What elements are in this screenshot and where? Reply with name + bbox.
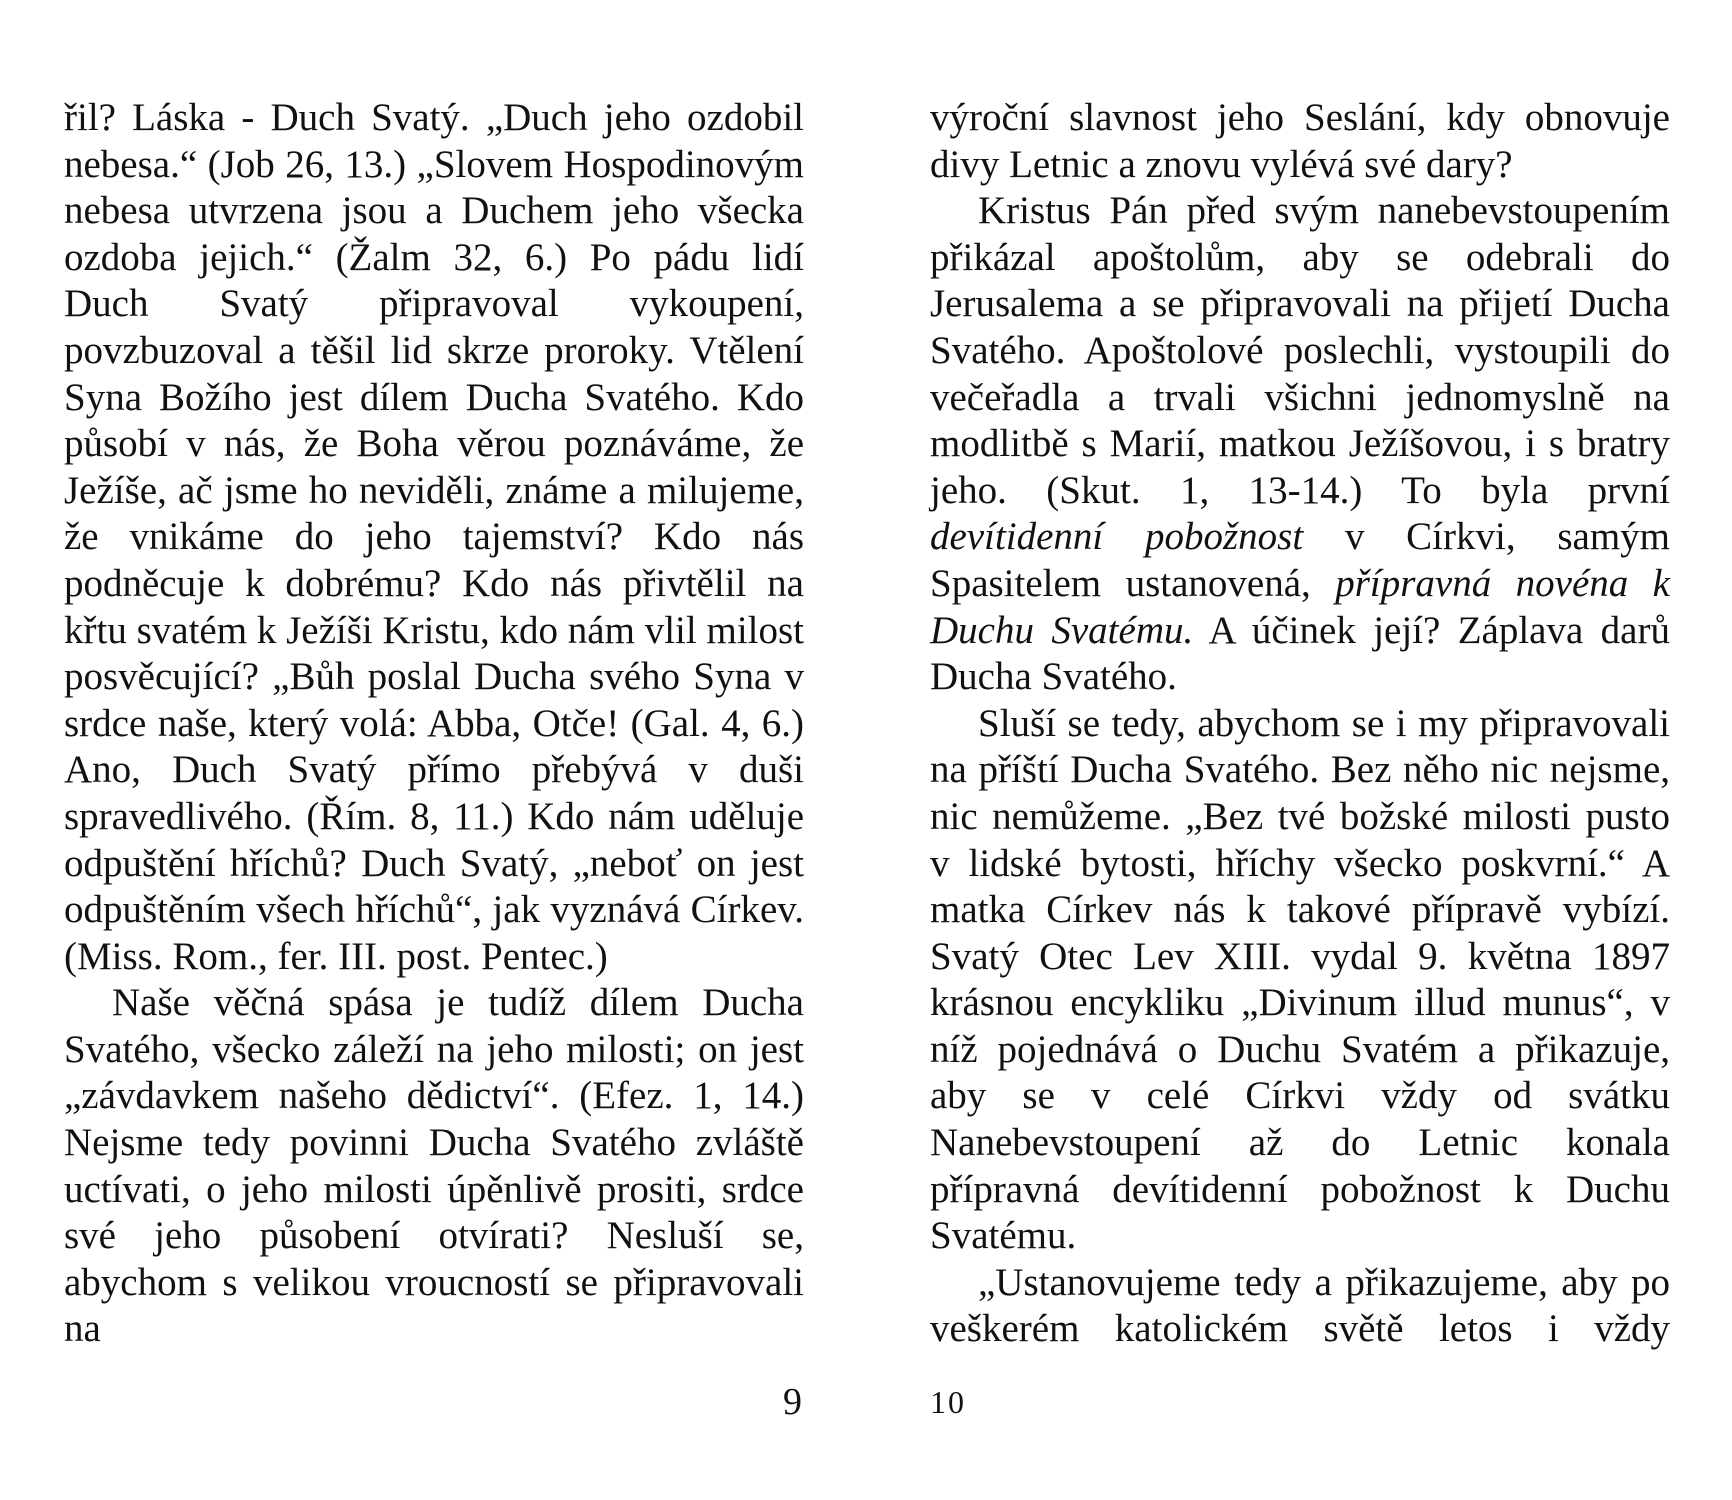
left-page-text: [64, 95, 804, 1353]
right-paragraph-1: [930, 95, 1670, 188]
right-page-text: [930, 95, 1670, 1353]
right-paragraph-4-text: „Ustanovujeme tedy a přikazujeme, aby po veškerém katolickém světě letos i vždy: [930, 1260, 1670, 1351]
right-paragraph-2-part-1: Kristus Pán před svým nanebevstoupením přikázal apoštolům, aby se odebrali do Jerusalema a se připravovali na přijetí Ducha Svatého. Apoštolové poslechli, vystoupili do večeřadla a trvali všichni jednomyslně na modlitbě s Marií, matkou Ježíšovou, i s bratry jeho. (Skut. 1, 13-14.) To byla první: [930, 189, 1670, 512]
page-number-left: 9: [783, 1381, 802, 1423]
left-paragraph-2: [64, 980, 804, 1353]
right-paragraph-3: [930, 701, 1670, 1260]
right-paragraph-1-text: výroční slavnost jeho Seslání, kdy obnovuje divy Letnic a znovu vylévá své dary?: [930, 96, 1670, 186]
right-paragraph-2-part-3: v Církvi, samým Spasitelem ustanovená,: [930, 515, 1670, 605]
right-paragraph-2-italic-2: přípravná novéna k Duchu Svatému.: [930, 561, 1670, 652]
right-paragraph-2-part-5: A účinek její? Záplava darů Ducha Svatého.: [930, 608, 1670, 699]
right-paragraph-3-text: Sluší se tedy, abychom se i my připravovali na příští Ducha Svatého. Bez něho nic nejsme, nic nemůžeme. „Bez tvé božské milosti pusto v lidské bytosti, hříchy všecko poskvrní.“ A matka Církev nás k takové přípravě vybízí. Svatý Otec Lev XIII. vydal 9. května 1897 krásnou encykliku „Divinum illud munus“, v níž pojednává o Duchu Svatém a přikazuje, aby se v celé Církvi vždy od svátku Nanebevstoupení až do Letnic konala přípravná devítidenní pobožnost k Duchu Svatému.: [930, 701, 1670, 1258]
right-paragraph-4: [930, 1260, 1670, 1353]
page-number-right: 10: [930, 1384, 966, 1420]
left-paragraph-1: [64, 95, 804, 980]
left-paragraph-2-text: Naše věčná spása je tudíž dílem Ducha Svatého, všecko záleží na jeho milosti; on jest „závdavkem našeho dědictví“. (Efez. 1, 14.) Nejsme tedy povinni Ducha Svatého zvláště uctívati, o jeho milosti úpěnlivě prositi, srdce své jeho působení otvírati? Nesluší se, abychom s velikou vroucností se připravovali na: [64, 981, 804, 1351]
left-paragraph-1-text: řil? Láska - Duch Svatý. „Duch jeho ozdobil nebesa.“ (Job 26, 13.) „Slovem Hospodinovým nebesa utvrzena jsou a Duchem jeho všecka ozdoba jejich.“ (Žalm 32, 6.) Po pádu lidí Duch Svatý připravoval vykoupení, povzbuzoval a těšil lid skrze proroky. Vtělení Syna Božího jest dílem Ducha Svatého. Kdo působí v nás, že Boha věrou poznáváme, že Ježíše, ač jsme ho neviděli, známe a milujeme, že vnikáme do jeho tajemství? Kdo nás podněcuje k dobrému? Kdo nás přivtělil na křtu svatém k Ježíši Kristu, kdo nám vlil milost posvěcující? „Bůh poslal Ducha svého Syna v srdce naše, který volá: Abba, Otče! (Gal. 4, 6.) Ano, Duch Svatý přímo přebývá v duši spravedlivého. (Řím. 8, 11.) Kdo nám uděluje odpuštění hříchů? Duch Svatý, „neboť on jest odpuštěním všech hříchů“, jak vyznává Církev. (Miss. Rom., fer. III. post. Pentec.): [64, 96, 804, 978]
left-page: [64, 95, 804, 1353]
right-paragraph-2-italic-1: devítidenní pobožnost: [930, 515, 1304, 559]
right-page: [930, 95, 1670, 1353]
right-paragraph-2: [930, 188, 1670, 701]
